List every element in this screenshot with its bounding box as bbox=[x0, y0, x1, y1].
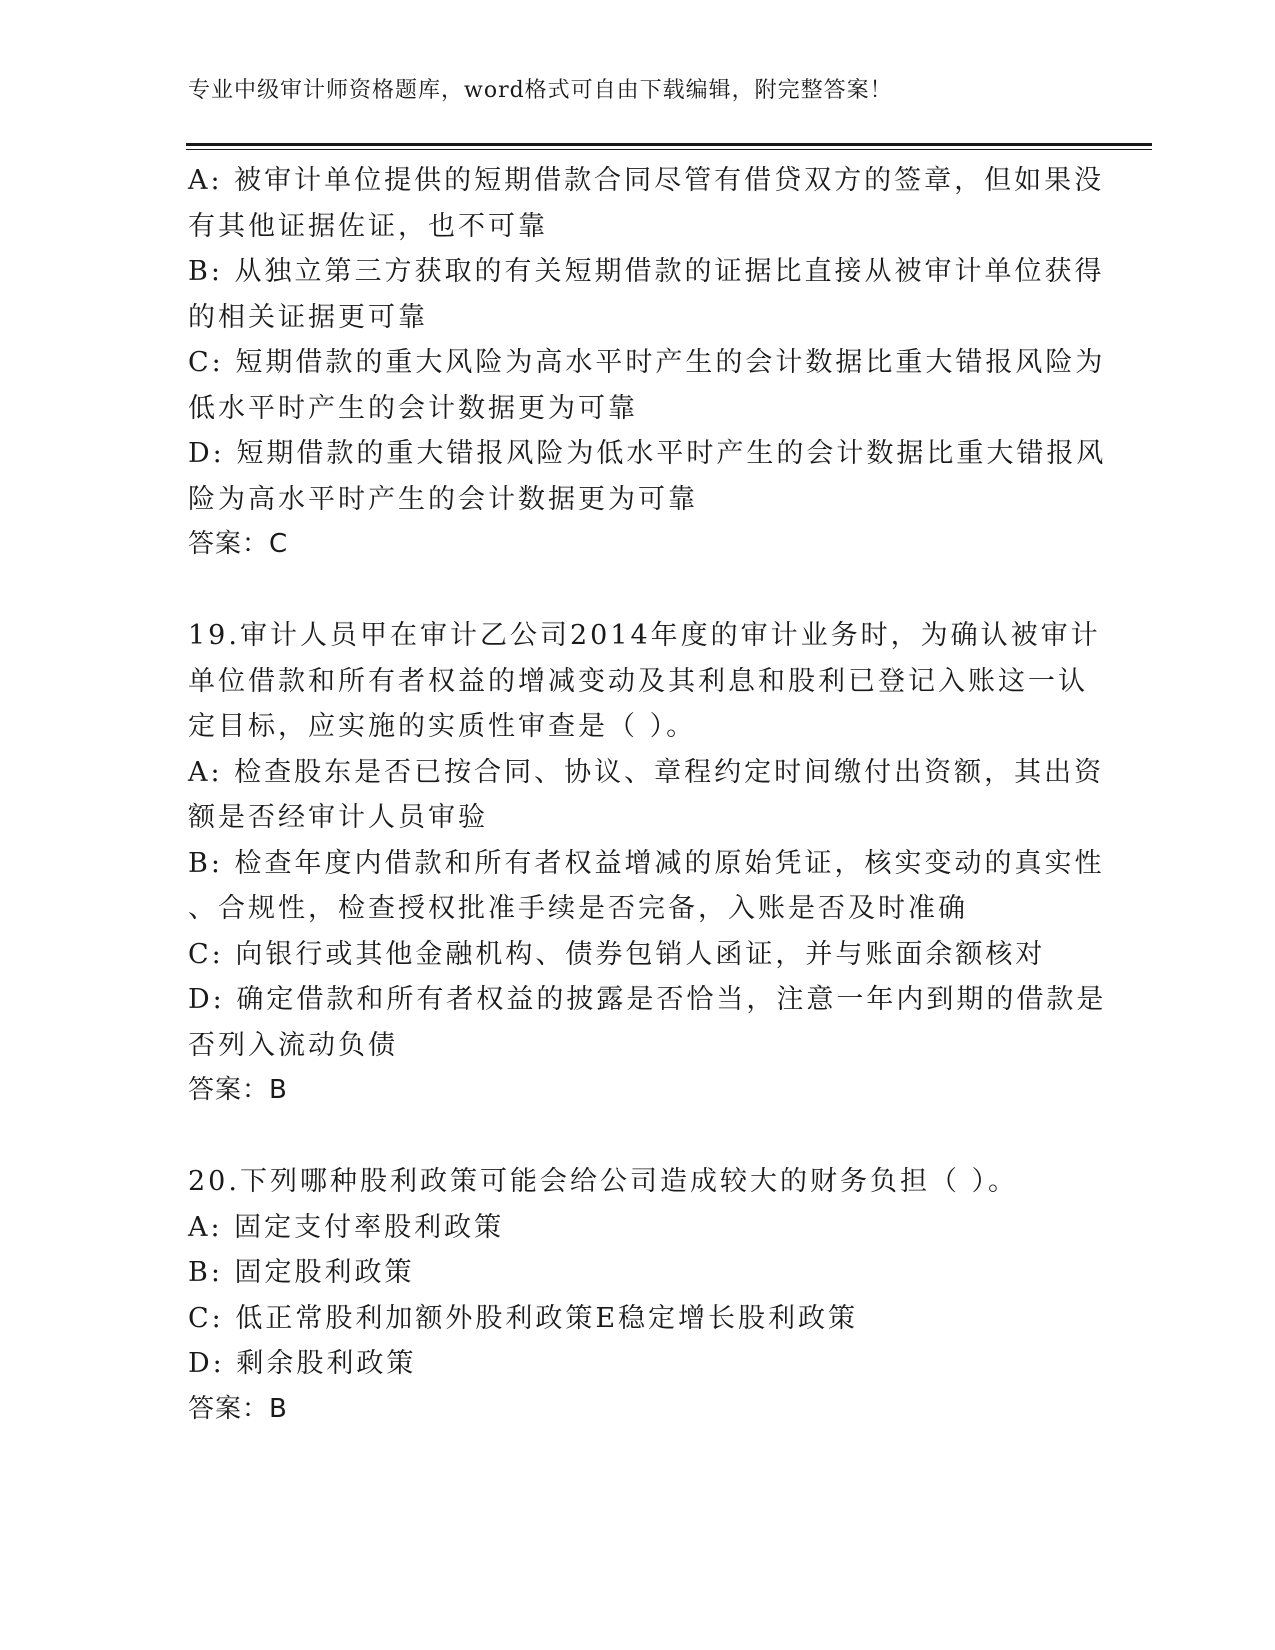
q18-option-a-line-1: A: 被审计单位提供的短期借款合同尽管有借贷双方的签章，但如果没 bbox=[188, 165, 1105, 196]
q19-option-a-line-2: 额是否经审计人员审验 bbox=[188, 802, 488, 833]
header-rule-thick bbox=[186, 143, 1152, 146]
q19-option-d-line-1: D: 确定借款和所有者权益的披露是否恰当，注意一年内到期的借款是 bbox=[188, 984, 1107, 1015]
q19-option-d-line-2: 否列入流动负债 bbox=[188, 1029, 398, 1061]
q20-stem: 20.下列哪种股利政策可能会给公司造成较大的财务负担（ ）。 bbox=[188, 1166, 1019, 1197]
q19-option-d bbox=[188, 977, 1107, 1068]
q20-option-b: B: 固定股利政策 bbox=[188, 1257, 415, 1288]
q18-option-c bbox=[188, 340, 1106, 431]
page-header: 专业中级审计师资格题库，word格式可自由下载编辑，附完整答案！ bbox=[188, 78, 893, 103]
q19-option-a-line-1: A: 检查股东是否已按合同、协议、章程约定时间缴付出资额，其出资 bbox=[188, 756, 1105, 788]
q18-option-d bbox=[188, 431, 1107, 522]
q18-option-d-line-1: D: 短期借款的重大错报风险为低水平时产生的会计数据比重大错报风 bbox=[188, 438, 1107, 469]
q18-option-c-line-2: 低水平时产生的会计数据更为可靠 bbox=[188, 392, 638, 424]
q18-answer: 答案：C bbox=[188, 529, 289, 559]
q18-option-d-line-2: 险为高水平时产生的会计数据更为可靠 bbox=[188, 483, 698, 515]
q19-answer: 答案：B bbox=[188, 1075, 288, 1105]
q20-option-a: A: 固定支付率股利政策 bbox=[188, 1211, 505, 1243]
q19-stem-line-1: 19.审计人员甲在审计乙公司2014年度的审计业务时，为确认被审计 bbox=[188, 620, 1101, 651]
header-rule-thin bbox=[186, 149, 1152, 150]
q19-option-a bbox=[188, 750, 1105, 841]
q18-option-c-line-1: C: 短期借款的重大风险为高水平时产生的会计数据比重大错报风险为 bbox=[188, 347, 1106, 378]
q19-stem-line-2: 单位借款和所有者权益的增减变动及其利息和股利已登记入账这一认 bbox=[188, 665, 1088, 697]
q19-option-b-line-2: 、合规性，检查授权批准手续是否完备，入账是否及时准确 bbox=[188, 893, 968, 924]
q20-option-d: D: 剩余股利政策 bbox=[188, 1348, 417, 1379]
q19-option-c bbox=[188, 932, 1098, 978]
q18-option-b-line-2: 的相关证据更可靠 bbox=[188, 301, 428, 333]
q19-stem-line-3: 定目标，应实施的实质性审查是（ ）。 bbox=[188, 711, 697, 742]
question-content bbox=[188, 158, 1107, 1432]
q19-option-c-line-1: C: 向银行或其他金融机构、债券包销人函证，并与账面余额核对 bbox=[188, 938, 1046, 970]
q18-option-b-line-1: B: 从独立第三方获取的有关短期借款的证据比直接从被审计单位获得 bbox=[188, 256, 1105, 287]
q20-option-c: C: 低正常股利加额外股利政策E稳定增长股利政策 bbox=[188, 1302, 859, 1334]
q19-option-b bbox=[188, 841, 1105, 932]
q19-stem bbox=[188, 613, 1101, 750]
q19-option-b-line-1: B: 检查年度内借款和所有者权益增减的原始凭证，核实变动的真实性 bbox=[188, 847, 1105, 879]
q20-answer: 答案：B bbox=[188, 1393, 288, 1424]
spacer bbox=[188, 1114, 1098, 1160]
q18-option-a bbox=[188, 158, 1105, 249]
q18-option-b bbox=[188, 249, 1105, 340]
spacer bbox=[188, 568, 1098, 614]
q18-option-a-line-2: 有其他证据佐证，也不可靠 bbox=[188, 210, 548, 242]
